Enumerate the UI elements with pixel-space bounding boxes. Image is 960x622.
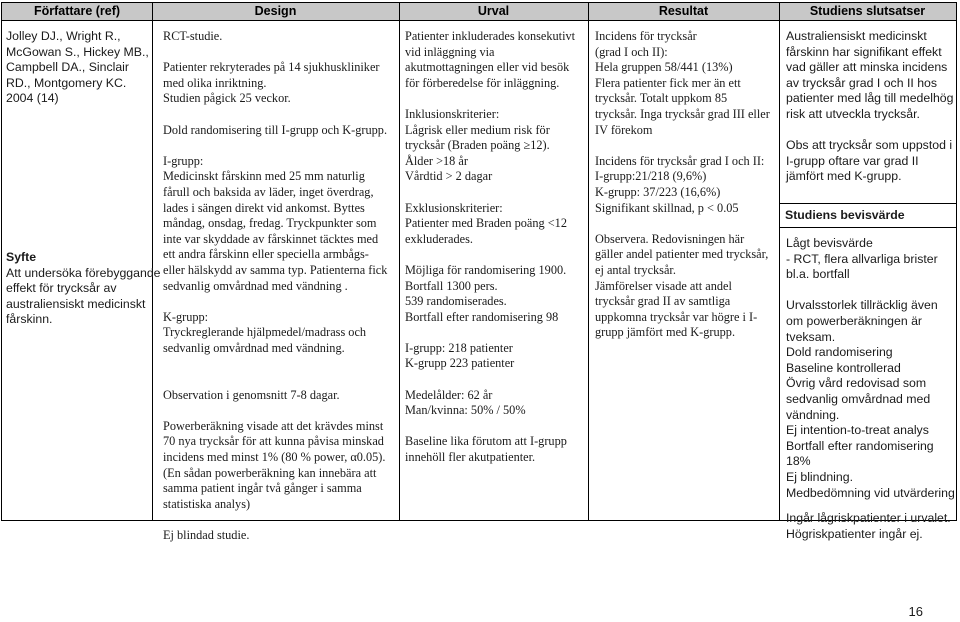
text-line: vad gäller att minska incidens [786,60,948,75]
text-line: Ej intention-to-treat analys [786,423,929,438]
resultat-lines [595,29,770,341]
text-line: Signifikant skillnad, p < 0.05 [595,200,739,215]
bevisvarde-cell [786,236,955,501]
text-line: med olika inriktning. [163,75,267,90]
urval-lines [405,29,575,466]
text-line: Powerberäkning visade att det krävdes minst [163,418,384,433]
text-line: Incidens för trycksår grad I och II: [595,153,765,168]
text-line: uppkomna trycksår var högre i I- [595,309,758,324]
text-line: sedvanlig omvårdnad med vändning. [163,340,345,355]
text-line: fårull och baksida av läder, inget överdrag, [163,184,374,199]
text-line: för förberedelse för inläggning. [405,75,560,90]
blank-line [163,356,387,372]
text-line: Dold randomisering [786,345,893,360]
text-line: Baseline lika förutom att I-grupp [405,434,567,449]
blank-line [163,512,387,528]
text-line: lades i sängen direkt vid ankomst. Byttes [163,200,365,215]
text-line: Tryckreglerande hjälpmedel/madrass och [163,325,367,340]
text-line: av trycksår grad I och II hos [786,75,938,90]
text-line: (En sådan powerberäkning kan innebära att [163,465,377,480]
text-line: risk att utveckla trycksår. [786,106,920,121]
text-line: Vårdtid > 2 dagar [405,169,493,184]
text-line: ej antal trycksår. [595,262,676,277]
text-line: Ingår lågriskpatienter i urvalet. [786,511,951,525]
outside-lines [786,511,951,542]
text-line: Campbell DA., Sinclair [6,60,130,75]
text-line: RD., Montgomery KC. [6,75,127,90]
header-slutsatser: Studiens slutsatser [809,4,926,18]
slutsatser-cell [786,29,953,185]
blank-line [595,216,770,232]
text-line: måndag, onsdag, fredag. Tryckpunkter som [163,216,377,231]
text-line: Hela gruppen 58/441 (13%) [595,60,733,75]
text-line: trycksår. Inga trycksår grad III eller [595,106,770,121]
blank-line [163,403,387,419]
text-line: australiensiskt medicinskt [6,296,146,311]
blank-line [163,107,387,123]
note-below-table [786,511,951,542]
text-line: Baseline kontrollerad [786,360,901,375]
text-line: Patienter rekryterades på 14 sjukhuskliniker [163,60,380,75]
design-cell [163,29,387,544]
blank-line [163,372,387,388]
text-line: effekt för trycksår av [6,281,117,296]
bevis-lines [786,236,955,501]
text-line: Ej blindad studie. [163,528,250,542]
text-line: Australiensiskt medicinskt [786,29,927,43]
text-line: I-grupp: 218 patienter [405,340,513,355]
text-line: fårskinn har signifikant effekt [786,44,942,59]
text-line: K-grupp: 37/223 (16,6%) [595,184,721,199]
text-line: Flera patienter fick mer än ett [595,75,741,90]
urval-cell [405,29,575,466]
text-line: trycksår (Braden poäng ≥12). [405,138,550,153]
text-line: Patienter inkluderades konsekutivt [405,29,576,43]
text-line: exkluderades. [405,231,473,246]
text-line: (grad I och II): [595,44,668,59]
author-cell [6,29,149,107]
bevisvarde-title: Studiens bevisvärde [785,208,905,222]
text-line: I-grupp:21/218 (9,6%) [595,169,707,184]
column-divider [588,3,589,520]
table-header-row [2,3,956,21]
text-line: I-grupp oftare var grad II [786,153,919,168]
text-line: 539 randomiserades. [405,294,507,309]
bevisvarde-header-box [779,203,956,228]
blank-line [405,185,575,201]
header-design: Design [254,4,297,18]
text-line: Övrig vård redovisad som [786,376,927,391]
text-line: RCT-studie. [163,29,223,43]
blank-line [163,138,387,154]
text-line: McGowan S., Hickey MB., [6,44,149,59]
text-line: Bortfall efter randomisering 98 [405,309,559,324]
text-line: Lågt bevisvärde [786,236,873,250]
blank-line [405,419,575,435]
text-line: Man/kvinna: 50% / 50% [405,403,526,418]
syfte-lines [6,266,161,328]
blank-line [786,123,953,139]
text-line: Dold randomisering till I-grupp och K-grupp. [163,122,388,137]
text-line: sedvanlig omvårdnad med vändning . [163,278,348,293]
text-line: grupp jämfört med K-grupp. [595,325,736,340]
resultat-cell [595,29,770,341]
design-lines [163,29,387,544]
text-line: vändning. [786,407,840,422]
blank-line [405,91,575,107]
text-line: inte var skyddade av fårskinnet täcktes med [163,231,379,246]
text-line: Ålder >18 år [405,153,468,168]
blank-line [786,283,955,299]
text-line: bl.a. bortfall [786,267,850,282]
text-line: akutmottagningen eller vid besök [405,60,570,75]
blank-line [405,247,575,263]
text-line: Medelålder: 62 år [405,387,493,402]
text-line: Exklusionskriterier: [405,200,503,215]
text-line: IV förekom [595,122,653,137]
text-line: jämfört med K-grupp. [786,169,902,184]
text-line: trycksår. Totalt uppkom 85 [595,91,728,106]
text-line: K-grupp 223 patienter [405,356,515,371]
text-line: 70 nya trycksår för att kunna påvisa minskad [163,434,384,449]
blank-line [595,138,770,154]
syfte-title: Syfte [6,250,37,264]
blank-line [163,45,387,61]
text-line: incidens med minst 1% (80 % power, α0.05). [163,450,386,465]
slutsatser-lines [786,29,953,185]
header-urval: Urval [477,4,510,18]
text-line: Att undersöka förebyggande [6,265,161,280]
text-line: tveksam. [786,329,836,344]
text-line: Bortfall 1300 pers. [405,278,498,293]
text-line: fårskinn. [6,312,53,327]
text-line: sedvanlig omvårdnad med [786,391,931,406]
text-line: Lågrisk eller medium risk för [405,122,550,137]
syfte-section [6,250,161,328]
text-line: Incidens för trycksår [595,29,697,43]
text-line: 2004 (14) [6,91,59,106]
text-line: patienter med låg till medelhög [786,91,954,106]
text-line: Bortfall efter randomisering [786,438,934,453]
text-line: Medicinskt fårskinn med 25 mm naturlig [163,169,365,184]
text-line: Ej blindning. [786,469,853,484]
text-line: eller hälskydd av samma typ. Patienterna fick [163,262,388,277]
text-line: - RCT, flera allvarliga brister [786,251,938,266]
text-line: Studien pågick 25 veckor. [163,91,291,106]
header-author: Författare (ref) [33,4,121,18]
text-line: statistiska analys) [163,496,251,511]
author-lines [6,29,149,107]
blank-line [405,325,575,341]
text-line: Observation i genomsnitt 7-8 dagar. [163,387,340,402]
text-line: samma patient ingår två gånger i samma [163,481,362,496]
text-line: Jolley DJ., Wright R., [6,29,121,43]
text-line: K-grupp: [163,309,209,324]
column-divider [779,3,780,520]
text-line: Inklusionskriterier: [405,106,500,121]
text-line: trycksår grad II av samtliga [595,294,731,309]
text-line: innehöll fler akutpatienter. [405,450,536,465]
text-line: Högriskpatienter ingår ej. [786,526,923,541]
text-line: I-grupp: [163,153,204,168]
text-line: Jämförelser visade att andel [595,278,732,293]
text-line: Patienter med Braden poäng <12 [405,216,567,231]
blank-line [163,294,387,310]
text-line: vid inläggning via [405,44,495,59]
text-line: om powerberäkningen är [786,313,923,328]
text-line: ett andra fårskinn eller speciella armbågs- [163,247,369,262]
header-resultat: Resultat [658,4,709,18]
page-number: 16 [908,604,923,619]
text-line: Urvalsstorlek tillräcklig även [786,298,938,313]
text-line: Obs att trycksår som uppstod i [786,138,953,153]
column-divider [399,3,400,520]
text-line: gäller andel patienter med trycksår, [595,247,769,262]
text-line: Observera. Redovisningen här [595,231,745,246]
text-line: 18% [786,454,811,469]
blank-line [405,372,575,388]
text-line: Medbedömning vid utvärdering [786,485,955,500]
text-line: Möjliga för randomisering 1900. [405,262,567,277]
